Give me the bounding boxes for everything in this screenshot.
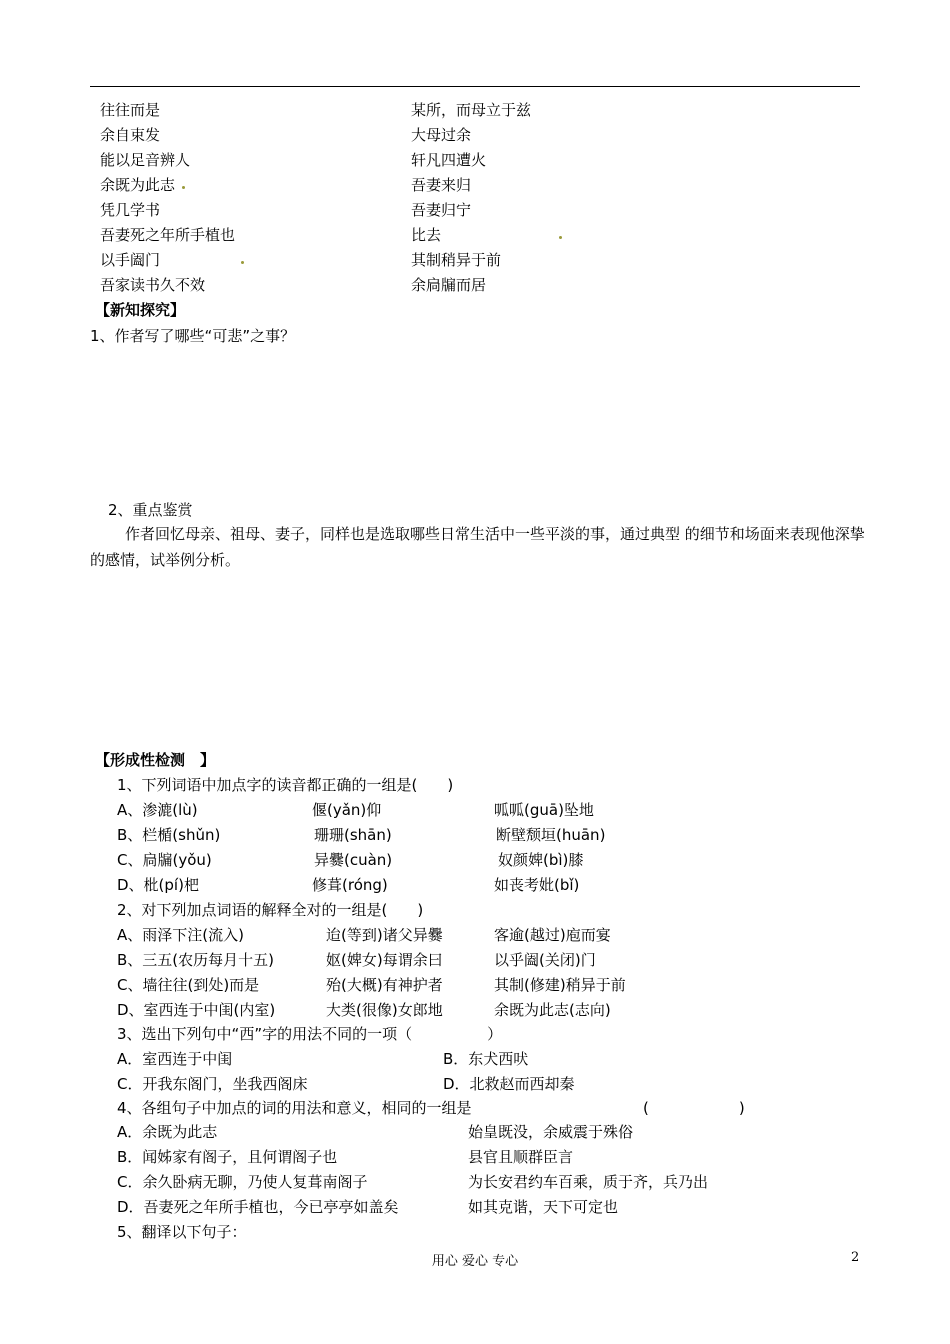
option-cell: 修葺(róng) — [312, 876, 388, 894]
stray-dot — [559, 236, 562, 239]
vocab-item: 吾妻来归 — [411, 176, 472, 194]
test-3-stem: 3、选出下列句中“西”字的用法不同的一项（ ） — [117, 1025, 503, 1043]
vocab-item: 轩凡四遭火 — [411, 151, 487, 169]
vocab-item: 往往而是 — [100, 101, 161, 119]
header-rule — [90, 86, 860, 87]
answer-parentheses: ( ) — [643, 1099, 745, 1117]
option-cell: 始皇既没，余威震于殊俗 — [468, 1123, 634, 1141]
option-cell: 妪(婢女)每谓余曰 — [326, 951, 443, 969]
vocab-item: 吾妻死之年所手植也 — [100, 226, 236, 244]
option-cell: A、雨泽下注(流入) — [117, 926, 244, 944]
test-5-stem: 5、翻译以下句子： — [117, 1223, 247, 1241]
option-cell: C．开我东阁门，坐我西阁床 — [117, 1075, 308, 1093]
option-cell: 偃(yǎn)仰 — [312, 801, 382, 819]
question-2-title: 2、重点鉴赏 — [108, 501, 193, 519]
option-cell: 殆(大概)有神护者 — [326, 976, 443, 994]
vocab-item: 某所，而母立于兹 — [411, 101, 532, 119]
option-cell: 客逾(越过)庖而宴 — [494, 926, 611, 944]
stray-dot — [182, 186, 185, 189]
test-4-stem: 4、各组句子中加点的词的用法和意义，相同的一组是 — [117, 1099, 472, 1117]
vocab-item: 大母过余 — [411, 126, 472, 144]
option-cell: 断壁颓垣(huān) — [496, 826, 606, 844]
vocab-item: 余自束发 — [100, 126, 161, 144]
option-cell: 呱呱(guā)坠地 — [494, 801, 594, 819]
option-cell: 奴颜婢(bì)膝 — [498, 851, 584, 869]
option-cell: D、室西连于中闺(内室) — [117, 1001, 276, 1019]
option-cell: B、栏楯(shǔn) — [117, 826, 221, 844]
option-cell: 迨(等到)诸父异爨 — [326, 926, 443, 944]
option-cell: 为长安君约车百乘，质于齐，兵乃出 — [468, 1173, 709, 1191]
option-cell: 以乎阖(关闭)门 — [494, 951, 596, 969]
option-cell: C．余久卧病无聊，乃使人复葺南阁子 — [117, 1173, 368, 1191]
vocab-item: 其制稍异于前 — [411, 251, 502, 269]
option-cell: 大类(很像)女郎地 — [326, 1001, 443, 1019]
option-cell: D、枇(pí)杷 — [117, 876, 199, 894]
section-heading-new: 【新知探究】 — [95, 301, 186, 319]
vocab-item: 以手阖门 — [100, 251, 161, 269]
option-cell: 其制(修建)稍异于前 — [494, 976, 626, 994]
option-cell: A、渗漉(lù) — [117, 801, 198, 819]
vocab-item: 余既为此志 — [100, 176, 176, 194]
option-cell: A．余既为此志 — [117, 1123, 218, 1141]
option-cell: B．闻姊家有阁子，且何谓阁子也 — [117, 1148, 338, 1166]
option-cell: A．室西连于中闺 — [117, 1050, 233, 1068]
option-cell: 异爨(cuàn) — [314, 851, 393, 869]
vocab-item: 吾家读书久不效 — [100, 276, 206, 294]
vocab-item: 凭几学书 — [100, 201, 161, 219]
option-cell: 如其克谐，天下可定也 — [468, 1198, 619, 1216]
test-1-stem: 1、下列词语中加点字的读音都正确的一组是( ) — [117, 776, 454, 794]
question-1: 1、作者写了哪些“可悲”之事？ — [90, 327, 296, 345]
section-heading-test: 【形成性检测 】 — [95, 751, 216, 769]
vocab-item: 吾妻归宁 — [411, 201, 472, 219]
option-cell: 县官且顺群臣言 — [468, 1148, 574, 1166]
option-cell: D．吾妻死之年所手植也，今已亭亭如盖矣 — [117, 1198, 399, 1216]
option-cell: B、三五(农历每月十五) — [117, 951, 274, 969]
option-cell: 余既为此志(志向) — [494, 1001, 611, 1019]
option-cell: C、扃牖(yǒu) — [117, 851, 212, 869]
vocab-item: 能以足音辨人 — [100, 151, 191, 169]
option-cell: C、墙往往(到处)而是 — [117, 976, 260, 994]
option-cell: 如丧考妣(bǐ) — [494, 876, 580, 894]
page-footer: 用心 爱心 专心 — [431, 1254, 519, 1269]
stray-dot — [241, 261, 244, 264]
test-2-stem: 2、对下列加点词语的解释全对的一组是( ) — [117, 901, 424, 919]
option-cell: D．北救赵而西却秦 — [443, 1075, 575, 1093]
option-cell: 珊珊(shān) — [314, 826, 392, 844]
page-number: 2 — [851, 1250, 860, 1265]
vocab-item: 比去 — [411, 226, 442, 244]
question-2-body: 作者回忆母亲、祖母、妻子，同样也是选取哪些日常生活中一些平淡的事，通过典型 的细节和场面来表现他深挚的感情，试举例分析。 — [90, 525, 865, 569]
vocab-item: 余扃牖而居 — [411, 276, 487, 294]
option-cell: B．东犬西吠 — [443, 1050, 529, 1068]
